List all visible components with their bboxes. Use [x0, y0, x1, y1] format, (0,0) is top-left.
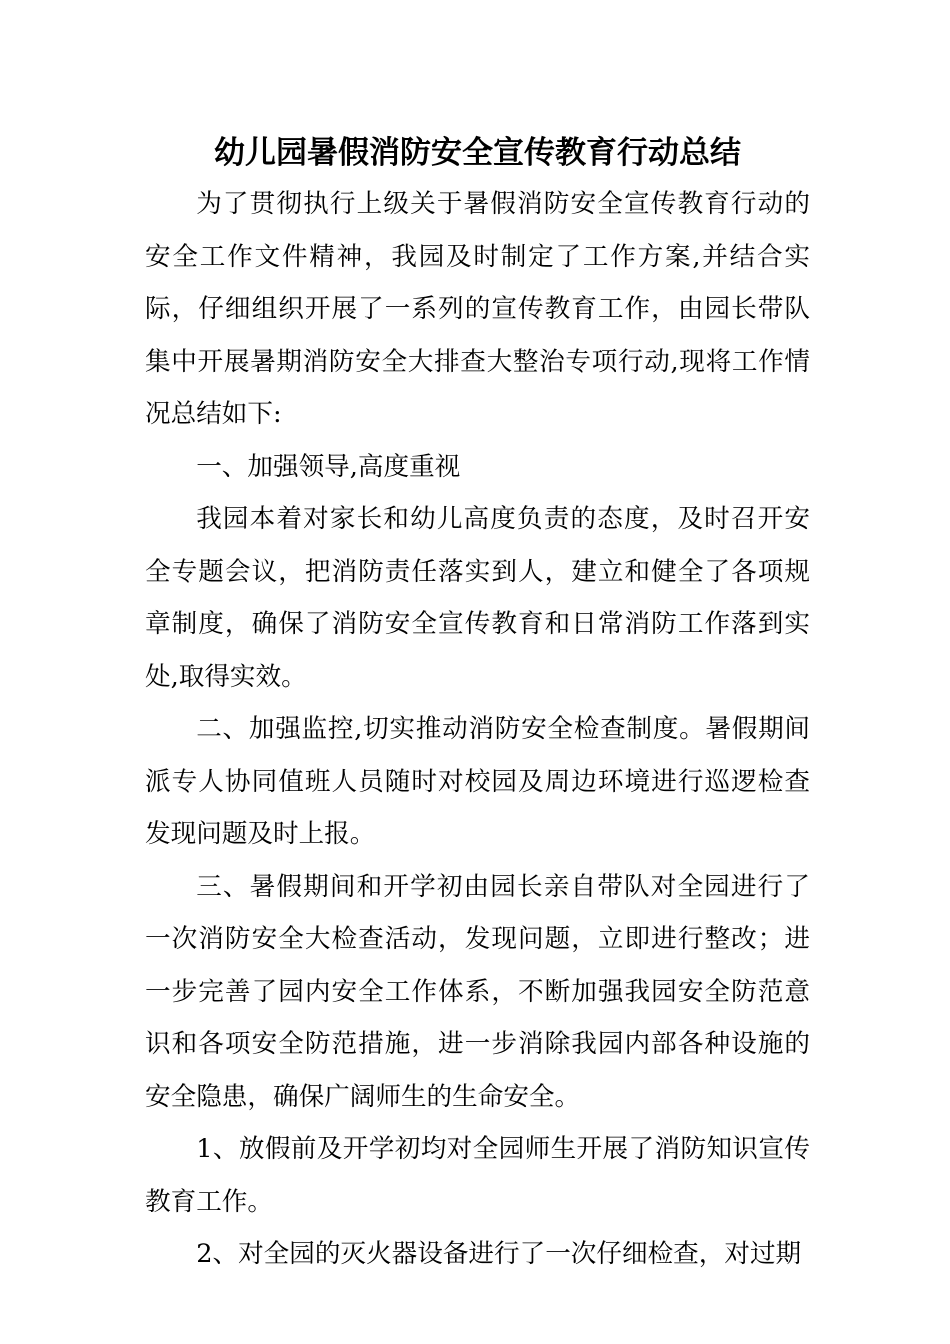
list-item-2: 2、对全园的灭火器设备进行了一次仔细检查，对过期 — [196, 1239, 802, 1269]
intro-paragraph: 为了贯彻执行上级关于暑假消防安全宣传教育行动的安全工作文件精神，我园及时制定了工作方案,并结合实际，仔细组织开展了一系列的宣传教育工作，由园长带队集中开展暑期消防安全大排查大整治专项行动,现将工作情况总结如下: — [145, 189, 810, 429]
section-paragraph-1: 我园本着对家长和幼儿高度负责的态度，及时召开安全专题会议，把消防责任落实到人，建立和健全了各项规章制度，确保了消防安全宣传教育和日常消防工作落到实处,取得实效。 — [145, 504, 810, 692]
section-heading-1: 一、加强领导,高度重视 — [196, 451, 461, 482]
section-paragraph-3: 三、暑假期间和开学初由园长亲自带队对全园进行了一次消防安全大检查活动，发现问题，立即进行整改；进一步完善了园内安全工作体系，不断加强我园安全防范意识和各项安全防范措施，进一步消除我园内部各种设施的安全隐患，确保广阔师生的生命安全。 — [145, 871, 810, 1112]
list-item-1: 1、放假前及开学初均对全园师生开展了消防知识宣传教育工作。 — [145, 1134, 810, 1217]
document-title: 幼儿园暑假消防安全宣传教育行动总结 — [214, 135, 741, 171]
document-body — [145, 128, 810, 1281]
section-paragraph-2: 二、加强监控,切实推动消防安全检查制度。暑假期间派专人协同值班人员随时对校园及周边环境进行巡逻检查发现问题及时上报。 — [145, 714, 810, 849]
